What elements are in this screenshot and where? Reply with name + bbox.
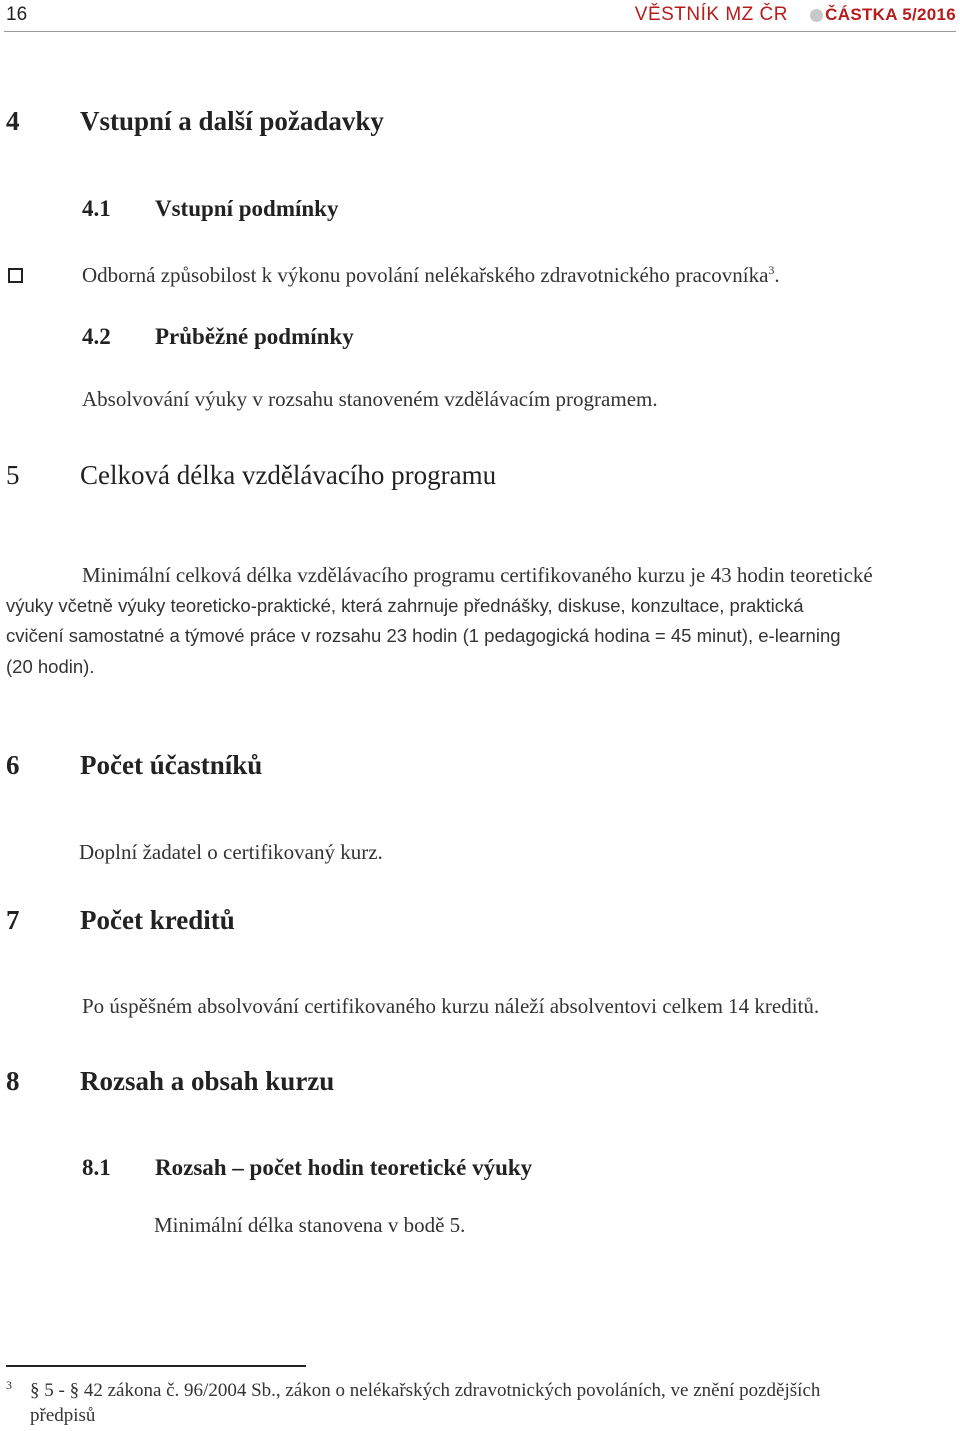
footnote-line-2: předpisů xyxy=(30,1405,96,1426)
credits-text: Po úspěšném absolvování certifikovaného kurzu náleží absolventovi celkem 14 kreditů. xyxy=(82,994,820,1018)
section-4-heading xyxy=(6,106,906,140)
subsection-title: Rozsah – počet hodin teoretické výuky xyxy=(155,1155,533,1180)
issue-label: ČÁSTKA 5/2016 xyxy=(825,5,956,24)
requirement-text: Odborná způsobilost k výkonu povolání nelékařského zdravotnického pracovníka xyxy=(82,263,769,287)
footnote-reference[interactable]: 3 xyxy=(768,263,775,277)
subsection-4-1-heading xyxy=(82,196,882,226)
program-length-line-1: Minimální celková délka vzdělávacího programu certifikovaného kurzu je 43 hodin teoretické xyxy=(82,563,873,587)
section-title: Vstupní a další požadavky xyxy=(80,106,384,136)
footnote xyxy=(6,1378,821,1404)
requirement-end: . xyxy=(774,263,780,287)
section-number: 4 xyxy=(6,106,20,136)
section-number: 8 xyxy=(6,1066,20,1096)
program-length-line-2: výuky včetně výuky teoreticko-praktické, která zahrnuje přednášky, diskuse, konzultace, praktická xyxy=(6,595,804,616)
subsection-number: 8.1 xyxy=(82,1155,111,1180)
footnote-mark: 3 xyxy=(6,1378,12,1392)
subsection-number: 4.2 xyxy=(82,324,111,349)
section-6-heading xyxy=(6,750,906,784)
page-number: 16 xyxy=(6,4,28,25)
program-length-line-4: (20 hodin). xyxy=(6,656,95,677)
section-number: 7 xyxy=(6,905,20,935)
program-length-line-3: cvičení samostatné a týmové práce v rozsahu 23 hodin (1 pedagogická hodina = 45 minut), e-learning xyxy=(6,625,841,646)
footnote-divider xyxy=(6,1365,306,1367)
subsection-title: Vstupní podmínky xyxy=(155,196,339,221)
subsection-4-2-heading xyxy=(82,324,882,354)
section-title: Počet kreditů xyxy=(80,905,235,935)
subsection-title: Průběžné podmínky xyxy=(155,324,354,349)
ongoing-conditions-text: Absolvování výuky v rozsahu stanoveném vzdělávacím programem. xyxy=(82,387,658,411)
participants-text: Doplní žadatel o certifikovaný kurz. xyxy=(79,840,383,864)
minimum-length-text: Minimální délka stanovena v bodě 5. xyxy=(154,1213,466,1237)
journal-title: VĚSTNÍK MZ ČR xyxy=(634,4,788,25)
section-7-heading xyxy=(6,905,906,939)
section-8-heading xyxy=(6,1066,906,1100)
header-separator-dot xyxy=(810,9,823,22)
section-title: Rozsah a obsah kurzu xyxy=(80,1066,335,1096)
header-divider xyxy=(4,31,956,32)
section-number: 5 xyxy=(6,460,20,490)
section-title: Celková délka vzdělávacího programu xyxy=(80,460,497,490)
subsection-8-1-heading xyxy=(82,1155,882,1185)
checkbox-bullet-icon xyxy=(8,268,23,283)
footnote-line-1: § 5 - § 42 zákona č. 96/2004 Sb., zákon o nelékařských zdravotnických povoláních, ve znění pozdějších xyxy=(30,1380,821,1401)
section-5-heading xyxy=(6,460,906,494)
section-title: Počet účastníků xyxy=(80,750,263,780)
section-number: 6 xyxy=(6,750,20,780)
requirement-item xyxy=(82,263,780,288)
subsection-number: 4.1 xyxy=(82,196,111,221)
